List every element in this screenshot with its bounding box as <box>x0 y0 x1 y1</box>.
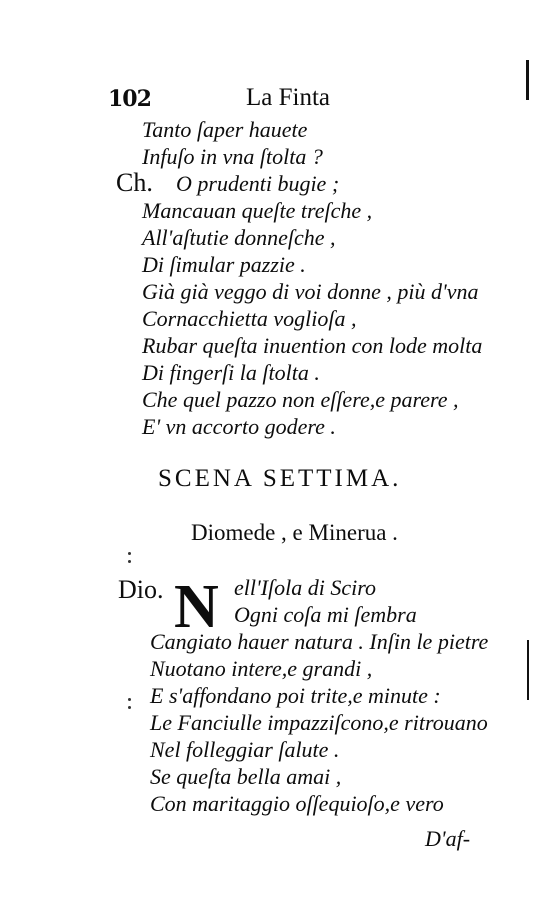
verse-line: Le Fanciulle impazziſcono,e ritrouano <box>150 710 488 735</box>
page-edge-mark <box>527 640 529 700</box>
verse-line: E' vn accorto godere . <box>142 414 336 439</box>
verse-line: All'aſtutie donneſche , <box>142 225 336 250</box>
verse-line: ell'Iſola di Sciro <box>234 575 376 600</box>
verse-line: Di fingerſi la ſtolta . <box>142 360 320 385</box>
verse-line: Mancauan queſte treſche , <box>142 198 373 223</box>
verse-line: Nuotano intere,e grandi , <box>150 656 373 681</box>
margin-dot <box>128 560 131 563</box>
verse-line: Che quel pazzo non eſſere,e parere , <box>142 387 459 412</box>
verse-line: Infuſo in vna ſtolta ? <box>142 144 323 169</box>
drop-cap: N <box>174 573 219 641</box>
verse-line: O prudenti bugie ; <box>176 171 340 196</box>
margin-dot <box>128 552 131 555</box>
verse-line: Se queſta bella amai , <box>150 764 342 789</box>
page-edge-mark <box>526 60 529 100</box>
scene-persons: Diomede , e Minerua . <box>191 520 398 545</box>
verse-line: Rubar queſta inuention con lode molta <box>142 333 483 358</box>
verse-line: Cangiato hauer natura . Inſin le pietre <box>150 629 489 654</box>
verse-line: Di ſimular pazzie . <box>142 252 306 277</box>
verse-line: Ogni coſa mi ſembra <box>234 602 417 627</box>
margin-dot <box>128 698 131 701</box>
verse-line: Già già veggo di voi donne , più d'vna <box>142 279 479 304</box>
margin-dot <box>128 706 131 709</box>
speaker-label: Ch. <box>116 168 153 197</box>
running-title: La Finta <box>246 84 331 111</box>
verse-line: Tanto ſaper hauete <box>142 117 308 142</box>
verse-line: Con maritaggio oſſequioſo,e vero <box>150 791 444 816</box>
verse-line: Nel folleggiar ſalute . <box>150 737 340 762</box>
verse-line: Cornacchietta voglioſa , <box>142 306 357 331</box>
verse-line: E s'affondano poi trite,e minute : <box>150 683 441 708</box>
speaker-label: Dio. <box>118 575 164 604</box>
page-number: 102 <box>108 86 151 112</box>
scene-title: SCENA SETTIMA. <box>158 465 402 492</box>
catchword: D'af- <box>425 826 471 851</box>
